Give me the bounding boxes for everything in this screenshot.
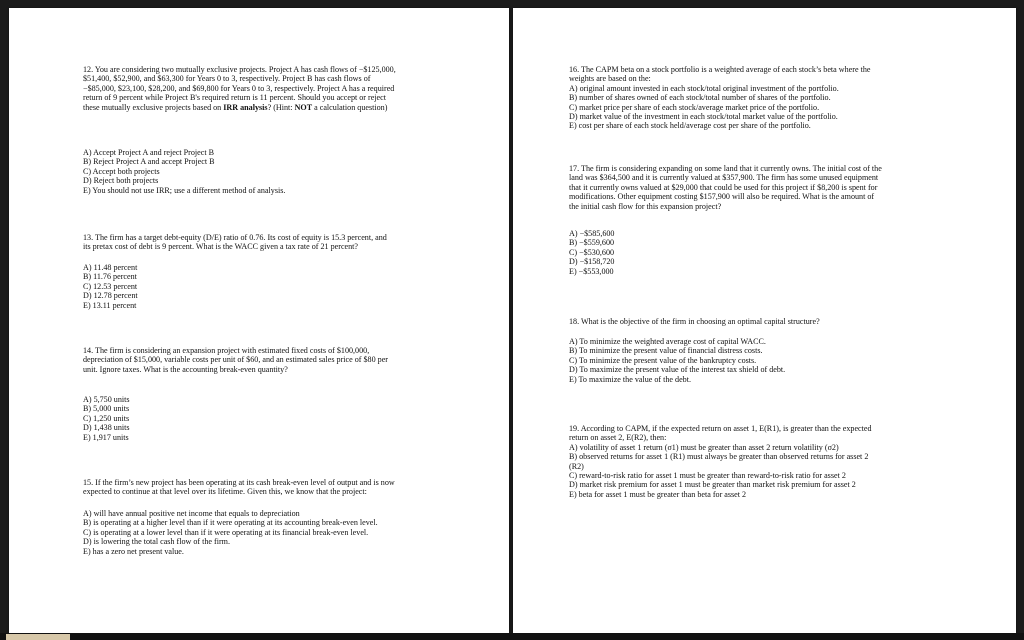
question-17 (569, 164, 882, 211)
emphasis-text: NOT (294, 102, 313, 112)
question-text-line: 12. You are considering two mutually exclusive projects. Project A has cash flows of −$125,000, (83, 65, 396, 74)
answer-option: A) Accept Project A and reject Project B (83, 148, 215, 157)
answer-option: B) −$559,600 (569, 238, 615, 248)
answer-options-12 (83, 148, 285, 195)
answer-option: (R2) (569, 461, 584, 471)
answer-option: D) To maximize the present value of the interest tax shield of debt. (569, 365, 786, 375)
answer-option: D) 12.78 percent (83, 291, 138, 301)
answer-option: B) observed returns for asset 1 (R1) must always be greater than observed returns for asset 2 (569, 452, 869, 462)
answer-option: C) Accept both projects (83, 166, 160, 176)
question-15 (83, 478, 395, 497)
answer-option: D) is lowering the total cash flow of the firm. (83, 537, 230, 547)
answer-option: E) 13.11 percent (83, 300, 137, 310)
answer-option: E) has a zero net present value. (83, 546, 184, 556)
answer-option: E) You should not use IRR; use a different method of analysis. (83, 185, 286, 195)
answer-option: C) −$530,600 (569, 247, 615, 257)
question-text-segment: ? (Hint: (267, 102, 295, 112)
question-12 (83, 65, 396, 112)
question-text-line: that it currently owns valued at $29,000 that could be used for this project if $8,200 is spent for (569, 182, 878, 192)
answer-option: A) 5,750 units (83, 395, 130, 404)
answer-option: E) To maximize the value of the debt. (569, 374, 691, 384)
answer-option: A) original amount invested in each stock/total original investment of the portfolio. (569, 83, 839, 93)
answer-options-15 (83, 509, 378, 556)
answer-option: A) 11.48 percent (83, 263, 138, 272)
answer-options-14 (83, 395, 130, 442)
answer-option: B) Reject Project A and accept Project B (83, 157, 215, 167)
answer-option: B) 11.76 percent (83, 272, 137, 282)
question-text-line (83, 103, 396, 112)
answer-option: A) −$585,600 (569, 229, 615, 238)
question-text-line: unit. Ignore taxes. What is the accounting break-even quantity? (83, 364, 288, 374)
question-text-line: 17. The firm is considering expanding on some land that it currently owns. The initial cost of the (569, 164, 882, 173)
question-text-line: 13. The firm has a target debt-equity (D/E) ratio of 0.76. Its cost of equity is 15.3 percent, and (83, 233, 387, 242)
answer-option: D) market risk premium for asset 1 must be greater than market risk premium for asset 2 (569, 480, 856, 490)
document-page-right (513, 8, 1016, 633)
answer-option: C) reward-to-risk ratio for asset 1 must be greater than reward-to-risk ratio for asset 2 (569, 471, 846, 481)
question-text-segment: a calculation question) (312, 102, 388, 112)
answer-option: E) cost per share of each stock held/average cost per share of the portfolio. (569, 121, 811, 131)
answer-option: E) beta for asset 1 must be greater than beta for asset 2 (569, 489, 747, 499)
question-text-line: $51,400, $52,900, and $63,300 for Years 0 to 3, respectively. Project B has cash flows of (83, 74, 371, 84)
answer-options-18 (569, 337, 785, 384)
answer-options-13 (83, 263, 138, 310)
answer-option: E) −$553,000 (569, 266, 614, 276)
answer-option: C) To minimize the present value of the bankruptcy costs. (569, 355, 757, 365)
answer-option: C) is operating at a lower level than if it were operating at its financial break-even level. (83, 527, 369, 537)
answer-option: A) To minimize the weighted average cost of capital WACC. (569, 337, 766, 346)
document-page-left (9, 8, 509, 633)
question-14 (83, 346, 388, 374)
question-text-line: 18. What is the objective of the firm in choosing an optimal capital structure? (569, 317, 820, 326)
question-text-line: its pretax cost of debt is 9 percent. What is the WACC given a tax rate of 21 percent? (83, 242, 359, 252)
answer-option: B) To minimize the present value of financial distress costs. (569, 346, 763, 356)
answer-option: C) 1,250 units (83, 413, 130, 423)
question-text-line: land was $364,500 and it is currently valued at $357,900. The firm has some unused equipment (569, 173, 879, 183)
question-19 (569, 424, 872, 499)
horizontal-scrollbar-thumb[interactable] (6, 634, 70, 640)
answer-option: D) Reject both projects (83, 176, 159, 186)
answer-option: A) volatility of asset 1 return (σ1) must be greater than asset 2 return volatility (σ2) (569, 442, 839, 452)
question-text-line: 19. According to CAPM, if the expected return on asset 1, E(R1), is greater than the expected (569, 424, 872, 433)
emphasis-text: IRR analysis (223, 102, 268, 112)
question-text-line: 15. If the firm’s new project has been operating at its cash break-even level of output and is now (83, 478, 395, 487)
question-text-line: the initial cash flow for this expansion project? (569, 201, 722, 211)
question-text-segment: these mutually exclusive projects based on (83, 102, 224, 112)
question-text-line: depreciation of $15,000, variable costs per unit of $60, and an estimated sales price of $80 per (83, 355, 388, 365)
question-text-line: weights are based on the: (569, 74, 651, 84)
question-text-line: 14. The firm is considering an expansion project with estimated fixed costs of $100,000, (83, 346, 370, 355)
answer-option: D) −$158,720 (569, 257, 615, 267)
answer-option: A) will have annual positive net income that equals to depreciation (83, 509, 300, 518)
answer-options-17 (569, 229, 614, 276)
answer-option: E) 1,917 units (83, 432, 129, 442)
answer-option: C) market price per share of each stock/average market price of the portfolio. (569, 102, 820, 112)
answer-option: B) 5,000 units (83, 404, 130, 414)
question-text-line: return on asset 2, E(R2), then: (569, 433, 667, 443)
question-13 (83, 233, 387, 252)
answer-option: D) 1,438 units (83, 423, 130, 433)
answer-option: B) is operating at a higher level than if it were operating at its accounting break-even level. (83, 518, 378, 528)
answer-option: B) number of shares owned of each stock/total number of shares of the portfolio. (569, 93, 831, 103)
question-16 (569, 65, 870, 131)
bottom-bar (0, 633, 1024, 640)
question-text-line: 16. The CAPM beta on a stock portfolio is a weighted average of each stock’s beta where the (569, 65, 871, 74)
question-text-line: expected to continue at that level over its lifetime. Given this, we know that the project: (83, 487, 367, 497)
answer-option: D) market value of the investment in each stock/total market value of the portfolio. (569, 112, 838, 122)
answer-option: C) 12.53 percent (83, 281, 138, 291)
question-text-line: return of 9 percent while Project B's required return is 11 percent. Should you accept or reject (83, 93, 386, 103)
question-text-line: modifications. Other equipment costing $157,900 will also be required. What is the amount of (569, 192, 875, 202)
question-text-line: −$85,000, $23,100, $28,200, and $69,800 for Years 0 to 3, respectively. Project A has a required (83, 83, 395, 93)
question-18 (569, 317, 820, 326)
